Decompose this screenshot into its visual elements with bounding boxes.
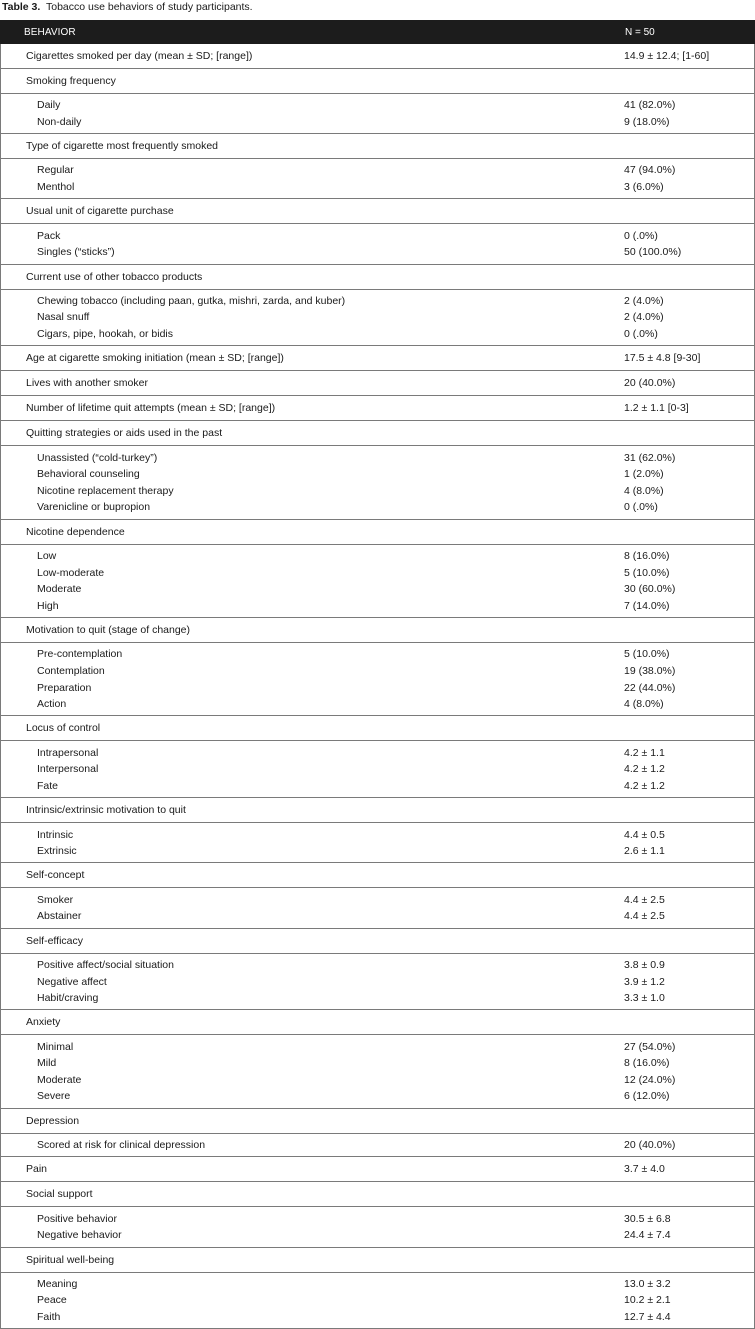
section-header-row xyxy=(1,716,754,741)
section-value: 3.7 ± 4.0 xyxy=(624,1163,665,1176)
row-value: 5 (10.0%) xyxy=(624,648,670,661)
row-value: 7 (14.0%) xyxy=(624,599,670,612)
row-value: 10.2 ± 2.1 xyxy=(624,1294,671,1307)
table-row xyxy=(1,244,754,261)
section-header-row xyxy=(1,69,754,94)
sub-rows xyxy=(1,954,754,1011)
section-title: Motivation to quit (stage of change) xyxy=(26,624,191,637)
row-label: Scored at risk for clinical depression xyxy=(37,1139,206,1152)
row-value: 0 (.0%) xyxy=(624,229,658,242)
section-header-row xyxy=(1,618,754,643)
sub-rows xyxy=(1,159,754,199)
section-header-row xyxy=(1,421,754,446)
table-row xyxy=(1,826,754,843)
table-row xyxy=(1,1227,754,1244)
section-title: Type of cigarette most frequently smoked xyxy=(26,140,219,153)
sub-rows xyxy=(1,1134,754,1158)
row-label: Cigars, pipe, hookah, or bidis xyxy=(37,328,173,341)
row-value: 3.8 ± 0.9 xyxy=(624,958,665,971)
row-value: 30.5 ± 6.8 xyxy=(624,1212,671,1225)
section-title: Cigarettes smoked per day (mean ± SD; [range]) xyxy=(26,50,253,62)
row-value: 4.4 ± 0.5 xyxy=(624,828,665,841)
table-row xyxy=(1,663,754,680)
table-row xyxy=(1,891,754,908)
section-title: Quitting strategies or aids used in the past xyxy=(26,427,223,440)
table-section xyxy=(0,69,755,134)
table-number: Table 3. xyxy=(2,1,41,13)
behaviors-table xyxy=(0,20,755,1329)
section-header-row xyxy=(1,1157,754,1182)
section-header-row xyxy=(1,346,754,371)
table-row xyxy=(1,679,754,696)
table-section xyxy=(0,1109,755,1158)
sub-rows xyxy=(1,94,754,134)
row-value: 8 (16.0%) xyxy=(624,550,670,563)
table-row xyxy=(1,1088,754,1105)
row-value: 27 (54.0%) xyxy=(624,1040,676,1053)
table-section xyxy=(0,371,755,396)
section-header-row xyxy=(1,44,754,69)
row-label: Extrinsic xyxy=(37,845,77,858)
table-section xyxy=(0,618,755,716)
row-label: Contemplation xyxy=(37,664,105,677)
section-value: 17.5 ± 4.8 [9-30] xyxy=(624,352,701,365)
row-label: Peace xyxy=(37,1294,67,1307)
row-label: Menthol xyxy=(37,181,75,194)
row-label: Low xyxy=(37,550,57,563)
row-value: 24.4 ± 7.4 xyxy=(624,1229,671,1242)
row-label: Nasal snuff xyxy=(37,311,90,324)
table-section xyxy=(0,1248,755,1329)
row-value: 50 (100.0%) xyxy=(624,246,682,259)
row-value: 20 (40.0%) xyxy=(624,1139,676,1152)
row-label: Moderate xyxy=(37,1073,82,1086)
row-label: Minimal xyxy=(37,1040,74,1053)
row-value: 5 (10.0%) xyxy=(624,566,670,579)
section-title: Self-concept xyxy=(26,869,85,882)
table-row xyxy=(1,973,754,990)
table-row xyxy=(1,1276,754,1293)
row-label: Mild xyxy=(37,1057,57,1070)
table-section xyxy=(0,134,755,199)
table-row xyxy=(1,843,754,860)
section-header-row xyxy=(1,396,754,421)
section-title: Smoking frequency xyxy=(26,75,116,87)
row-value: 4.2 ± 1.2 xyxy=(624,763,665,776)
header-behavior: BEHAVIOR xyxy=(24,26,76,38)
section-title: Nicotine dependence xyxy=(26,525,125,538)
section-title: Depression xyxy=(26,1114,80,1127)
table-section xyxy=(0,346,755,371)
row-label: Preparation xyxy=(37,681,92,694)
row-label: Smoker xyxy=(37,893,74,906)
section-header-row xyxy=(1,520,754,545)
row-value: 4 (8.0%) xyxy=(624,698,664,711)
table-section xyxy=(0,396,755,421)
section-value: 20 (40.0%) xyxy=(624,377,676,390)
row-value: 3.3 ± 1.0 xyxy=(624,992,665,1005)
row-label: Behavioral counseling xyxy=(37,468,140,481)
sub-rows xyxy=(1,1273,754,1329)
row-label: Interpersonal xyxy=(37,763,99,776)
section-title: Locus of control xyxy=(26,722,101,735)
table-row xyxy=(1,744,754,761)
row-value: 12.7 ± 4.4 xyxy=(624,1311,671,1324)
row-label: Non-daily xyxy=(37,115,82,128)
row-label: Chewing tobacco (including paan, gutka, mishri, zarda, and kuber) xyxy=(37,294,346,307)
section-title: Age at cigarette smoking initiation (mean ± SD; [range]) xyxy=(26,352,284,365)
row-value: 13.0 ± 3.2 xyxy=(624,1277,671,1290)
table-row xyxy=(1,499,754,516)
table-section xyxy=(0,1182,755,1247)
table-title: Tobacco use behaviors of study participants. xyxy=(45,1,253,13)
section-header-row xyxy=(1,371,754,396)
section-title: Usual unit of cigarette purchase xyxy=(26,205,174,218)
table-row xyxy=(1,778,754,795)
section-title: Intrinsic/extrinsic motivation to quit xyxy=(26,804,186,817)
table-row xyxy=(1,483,754,500)
sub-rows xyxy=(1,446,754,519)
section-title: Social support xyxy=(26,1188,93,1201)
row-value: 8 (16.0%) xyxy=(624,1057,670,1070)
row-value: 2 (4.0%) xyxy=(624,294,664,307)
section-header-row xyxy=(1,1182,754,1207)
row-label: Abstainer xyxy=(37,910,82,923)
table-row xyxy=(1,1055,754,1072)
row-value: 3.9 ± 1.2 xyxy=(624,975,665,988)
table-row xyxy=(1,1292,754,1309)
table-row xyxy=(1,179,754,196)
table-row xyxy=(1,326,754,343)
table-section xyxy=(0,265,755,347)
section-title: Lives with another smoker xyxy=(26,377,148,390)
section-title: Current use of other tobacco products xyxy=(26,270,203,283)
table-row xyxy=(1,581,754,598)
row-label: Unassisted (“cold-turkey”) xyxy=(37,451,158,464)
row-value: 9 (18.0%) xyxy=(624,115,670,128)
section-title: Anxiety xyxy=(26,1016,61,1029)
row-label: Positive behavior xyxy=(37,1212,117,1225)
table-row xyxy=(1,466,754,483)
table-section xyxy=(0,199,755,264)
row-label: Severe xyxy=(37,1090,71,1103)
table-row xyxy=(1,1309,754,1326)
table-row xyxy=(1,1210,754,1227)
section-header-row xyxy=(1,863,754,888)
row-value: 0 (.0%) xyxy=(624,328,658,341)
table-section xyxy=(0,929,755,1011)
section-title: Number of lifetime quit attempts (mean ± SD; [range]) xyxy=(26,402,276,415)
row-label: Regular xyxy=(37,164,74,177)
table-section xyxy=(0,44,755,69)
row-label: Pre-contemplation xyxy=(37,648,123,661)
table-row xyxy=(1,309,754,326)
section-header-row xyxy=(1,134,754,159)
table-caption xyxy=(0,0,755,20)
row-label: Positive affect/social situation xyxy=(37,958,174,971)
row-label: Habit/craving xyxy=(37,992,99,1005)
sub-rows xyxy=(1,290,754,347)
table-row xyxy=(1,227,754,244)
row-label: Daily xyxy=(37,99,61,112)
row-value: 31 (62.0%) xyxy=(624,451,676,464)
header-n: N = 50 xyxy=(625,26,655,38)
section-header-row xyxy=(1,1010,754,1035)
section-title: Self-efficacy xyxy=(26,934,83,947)
row-value: 2.6 ± 1.1 xyxy=(624,845,665,858)
table-section xyxy=(0,863,755,928)
row-label: High xyxy=(37,599,59,612)
table-row xyxy=(1,598,754,615)
table-section xyxy=(0,1010,755,1108)
table-section xyxy=(0,520,755,618)
row-value: 19 (38.0%) xyxy=(624,664,676,677)
row-label: Pack xyxy=(37,229,61,242)
row-value: 6 (12.0%) xyxy=(624,1090,670,1103)
row-value: 4.2 ± 1.1 xyxy=(624,746,665,759)
section-header-row xyxy=(1,1248,754,1273)
row-label: Moderate xyxy=(37,583,82,596)
row-label: Varenicline or bupropion xyxy=(37,501,151,514)
row-label: Faith xyxy=(37,1311,61,1324)
table-row xyxy=(1,97,754,114)
sub-rows xyxy=(1,545,754,618)
sub-rows xyxy=(1,823,754,863)
section-header-row xyxy=(1,1109,754,1134)
sub-rows xyxy=(1,224,754,264)
sub-rows xyxy=(1,888,754,928)
row-value: 4 (8.0%) xyxy=(624,484,664,497)
table-row xyxy=(1,162,754,179)
table-section xyxy=(0,1157,755,1182)
table-header xyxy=(0,20,755,44)
table-body xyxy=(0,44,755,1329)
table-row xyxy=(1,1038,754,1055)
row-label: Action xyxy=(37,698,67,711)
section-title: Pain xyxy=(26,1163,48,1176)
table-row xyxy=(1,1137,754,1154)
row-label: Meaning xyxy=(37,1277,78,1290)
table-row xyxy=(1,646,754,663)
section-value: 1.2 ± 1.1 [0-3] xyxy=(624,402,689,415)
sub-rows xyxy=(1,1035,754,1108)
section-header-row xyxy=(1,265,754,290)
table-section xyxy=(0,716,755,798)
row-value: 2 (4.0%) xyxy=(624,311,664,324)
sub-rows xyxy=(1,643,754,716)
table-row xyxy=(1,548,754,565)
row-value: 22 (44.0%) xyxy=(624,681,676,694)
row-label: Negative affect xyxy=(37,975,107,988)
section-header-row xyxy=(1,798,754,823)
row-value: 47 (94.0%) xyxy=(624,164,676,177)
section-header-row xyxy=(1,929,754,954)
row-label: Intrinsic xyxy=(37,828,74,841)
row-value: 41 (82.0%) xyxy=(624,99,676,112)
table-row xyxy=(1,293,754,310)
row-value: 30 (60.0%) xyxy=(624,583,676,596)
table-row xyxy=(1,957,754,974)
section-value: 14.9 ± 12.4; [1-60] xyxy=(624,50,710,62)
table-row xyxy=(1,449,754,466)
sub-rows xyxy=(1,741,754,798)
row-value: 4.4 ± 2.5 xyxy=(624,893,665,906)
table-section xyxy=(0,798,755,863)
table-row xyxy=(1,908,754,925)
table-row xyxy=(1,990,754,1007)
row-value: 4.2 ± 1.2 xyxy=(624,779,665,792)
row-value: 0 (.0%) xyxy=(624,501,658,514)
table-row xyxy=(1,696,754,713)
row-label: Singles (“sticks”) xyxy=(37,246,115,259)
row-value: 1 (2.0%) xyxy=(624,468,664,481)
row-label: Nicotine replacement therapy xyxy=(37,484,174,497)
table-row xyxy=(1,114,754,131)
section-title: Spiritual well-being xyxy=(26,1253,115,1266)
row-value: 4.4 ± 2.5 xyxy=(624,910,665,923)
table-row xyxy=(1,564,754,581)
row-value: 3 (6.0%) xyxy=(624,181,664,194)
row-value: 12 (24.0%) xyxy=(624,1073,676,1086)
section-header-row xyxy=(1,199,754,224)
sub-rows xyxy=(1,1207,754,1247)
row-label: Low-moderate xyxy=(37,566,105,579)
table-row xyxy=(1,1072,754,1089)
row-label: Intrapersonal xyxy=(37,746,99,759)
row-label: Fate xyxy=(37,779,59,792)
row-label: Negative behavior xyxy=(37,1229,122,1242)
table-row xyxy=(1,761,754,778)
table-section xyxy=(0,421,755,519)
